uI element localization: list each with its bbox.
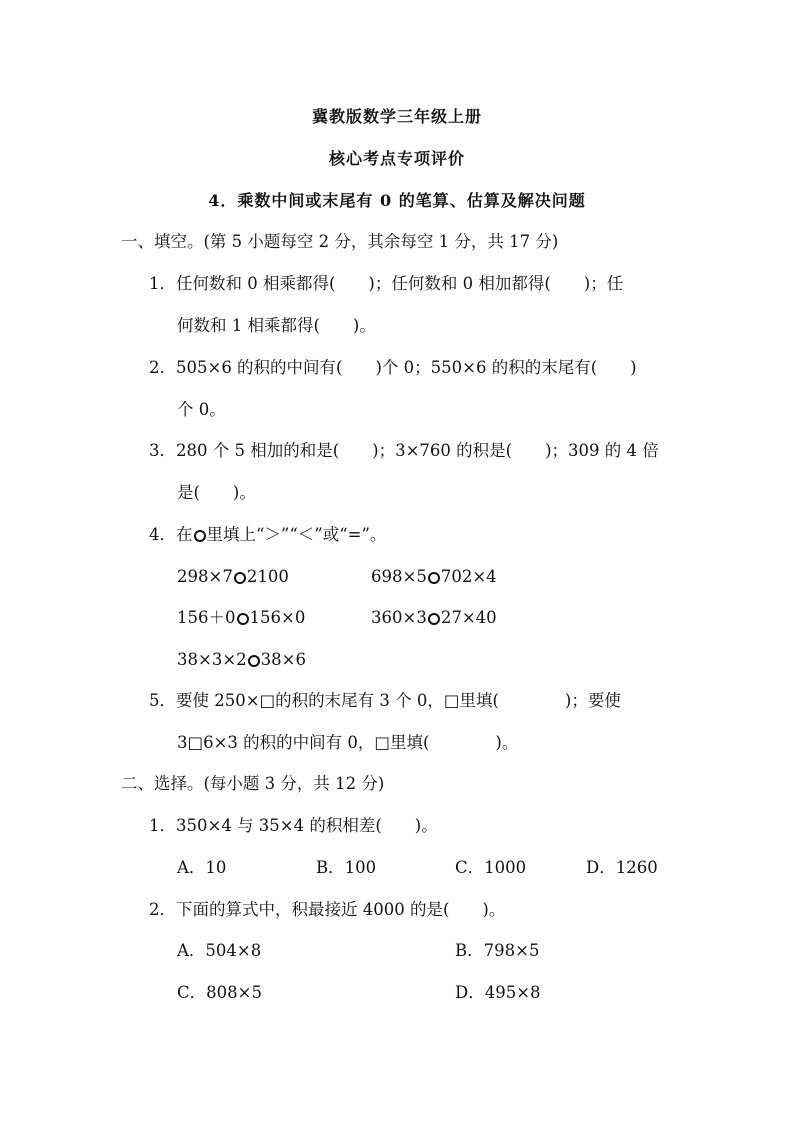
question-2-1: 1．350×4 与 35×4 的积相差( )。 [149,816,438,835]
option-a[interactable]: A．504×8 [177,941,262,960]
comparison-left: 38×3×2 [177,650,247,669]
question-1-3-line-1: 3．280 个 5 相加的和是( )；3×760 的积是( )；309 的 4 倍 [149,441,659,460]
compare-circle-icon[interactable] [248,655,260,667]
question-1-5-line-1: 5．要使 250×□的积的末尾有 3 个 0，□里填( )；要使 [149,691,621,710]
question-1-2-line-2: 个 0。 [177,400,226,419]
question-1-3-line-2: 是( )。 [177,483,256,502]
document-title: 冀教版数学三年级上册 [311,107,482,126]
comparison-item [177,607,305,629]
question-1-4-intro-text: 4．在 [149,525,193,544]
question-1-2-line-1: 2．505×6 的积的中间有( )个 0；550×6 的积的末尾有( ) [149,358,637,377]
comparison-right: 702×4 [440,567,497,586]
compare-circle-icon [194,530,206,542]
question-1-4-intro-tail: 里填上“＞”“＜”或“=”。 [206,525,387,544]
comparison-left: 698×5 [371,567,427,586]
section-2-heading: 二、选择。(每小题 3 分，共 12 分) [121,774,385,793]
option-d[interactable]: D．1260 [586,858,658,877]
comparison-right: 38×6 [260,650,306,669]
comparison-item [177,649,306,671]
compare-circle-icon[interactable] [234,572,246,584]
comparison-item [371,566,497,588]
comparison-left: 156＋0 [177,608,236,627]
comparison-left: 360×3 [371,608,427,627]
comparison-right: 156×0 [249,608,306,627]
question-1-1-line-2: 何数和 1 相乘都得( )。 [177,316,376,335]
compare-circle-icon[interactable] [428,572,440,584]
compare-circle-icon[interactable] [237,613,249,625]
section-topic-title: 4．乘数中间或末尾有 0 的笔算、估算及解决问题 [208,191,586,210]
comparison-item [371,607,497,629]
option-b[interactable]: B．798×5 [455,941,540,960]
comparison-left: 298×7 [177,567,233,586]
option-c[interactable]: C．808×5 [177,983,262,1002]
section-1-heading: 一、填空。(第 5 小题每空 2 分，其余每空 1 分，共 17 分) [121,232,559,251]
question-1-4-intro [149,524,386,546]
option-b[interactable]: B．100 [316,858,377,877]
document-subtitle: 核心考点专项评价 [328,149,465,168]
question-1-5-line-2: 3□6×3 的积的中间有 0，□里填( )。 [177,733,519,752]
option-d[interactable]: D．495×8 [455,983,541,1002]
comparison-right: 27×40 [440,608,497,627]
option-c[interactable]: C．1000 [455,858,527,877]
comparison-right: 2100 [246,567,289,586]
compare-circle-icon[interactable] [428,613,440,625]
comparison-item [177,566,289,588]
question-2-2: 2．下面的算式中，积最接近 4000 的是( )。 [149,900,506,919]
option-a[interactable]: A．10 [177,858,227,877]
question-1-1-line-1: 1．任何数和 0 相乘都得( )；任何数和 0 相加都得( )；任 [149,274,624,293]
